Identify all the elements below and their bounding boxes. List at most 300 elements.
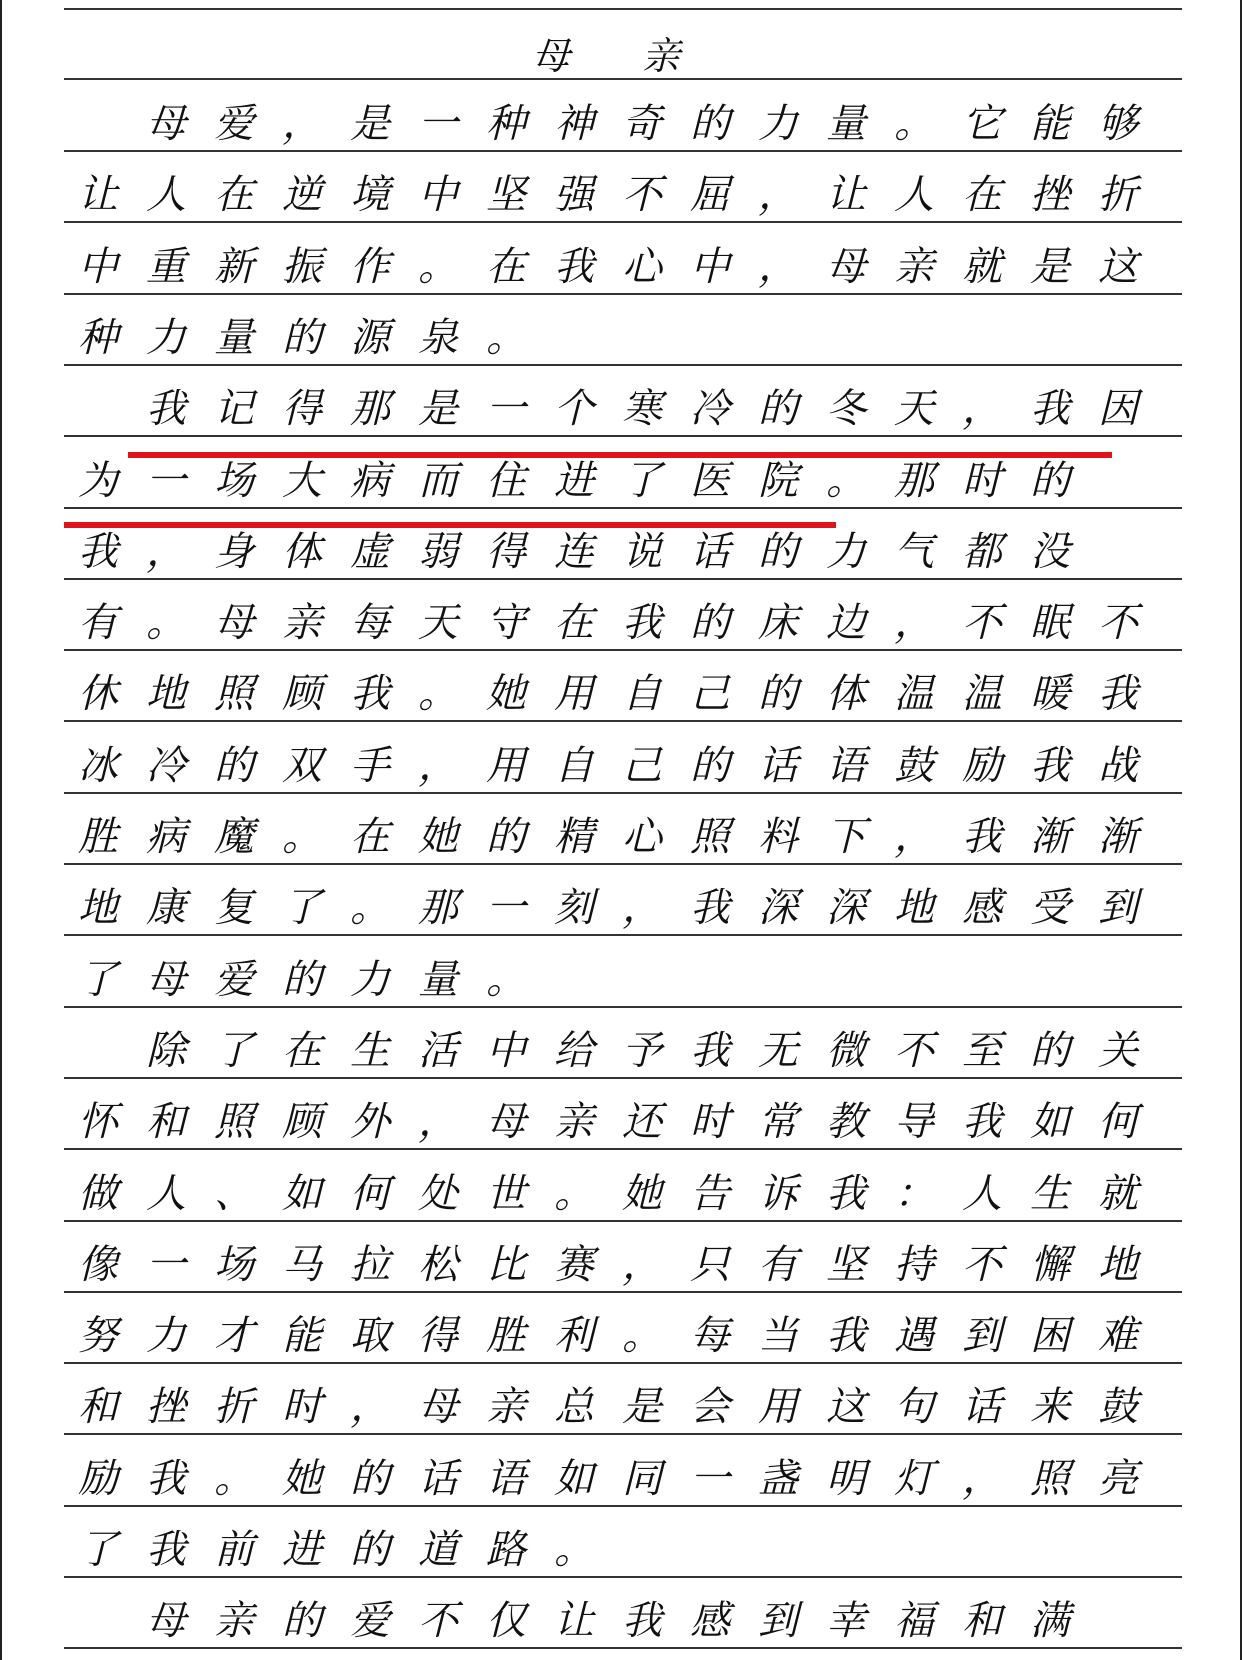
character-cell: 医 <box>690 458 730 504</box>
character-cell: 康 <box>146 885 186 931</box>
essay-line <box>64 163 1182 219</box>
character-cell: 人 <box>894 172 934 218</box>
character-cell: 守 <box>486 600 526 646</box>
character-cell: 身 <box>214 529 254 575</box>
character-cell: 让 <box>554 1598 594 1644</box>
essay-line <box>64 1019 1182 1075</box>
character-cell: 场 <box>214 1242 254 1288</box>
line-text <box>64 1384 1152 1431</box>
character-cell: 、 <box>214 1171 254 1217</box>
character-cell: 中 <box>78 244 118 290</box>
character-cell: 我 <box>690 885 730 931</box>
character-cell: 只 <box>690 1242 730 1288</box>
character-cell: 如 <box>554 1456 594 1502</box>
character-cell: 不 <box>962 1242 1002 1288</box>
character-cell: 气 <box>894 529 934 575</box>
character-cell: 我 <box>962 1099 1002 1145</box>
character-cell: 时 <box>962 458 1002 504</box>
character-cell: 的 <box>486 814 526 860</box>
character-cell: 在 <box>486 244 526 290</box>
character-cell: 。 <box>486 315 526 361</box>
character-cell: 生 <box>350 1028 390 1074</box>
character-cell: 在 <box>962 172 1002 218</box>
character-cell: ， <box>282 101 322 147</box>
character-cell: 渐 <box>1030 814 1070 860</box>
character-cell: 。 <box>826 458 866 504</box>
line-text <box>64 172 1152 219</box>
writing-rule <box>64 1647 1182 1649</box>
character-cell: 话 <box>758 743 798 789</box>
character-cell: 进 <box>282 1527 322 1573</box>
character-cell: 挫 <box>1030 172 1070 218</box>
character-cell: 而 <box>418 458 458 504</box>
character-cell: 。 <box>282 814 322 860</box>
character-cell: 心 <box>622 244 662 290</box>
character-cell: 的 <box>758 386 798 432</box>
line-text <box>64 957 540 1004</box>
highlight-underline-2 <box>64 522 836 528</box>
writing-rule <box>64 649 1182 651</box>
essay-line <box>64 92 1182 148</box>
character-cell: 一 <box>690 1456 730 1502</box>
writing-rule <box>64 1505 1182 1507</box>
character-cell: 一 <box>146 458 186 504</box>
character-cell: 励 <box>962 743 1002 789</box>
character-cell: 住 <box>486 458 526 504</box>
character-cell: ， <box>758 244 798 290</box>
character-cell: 地 <box>78 885 118 931</box>
character-cell: 照 <box>1030 1456 1070 1502</box>
character-cell: 话 <box>690 529 730 575</box>
writing-rule <box>64 1362 1182 1364</box>
character-cell: 至 <box>962 1028 1002 1074</box>
writing-rule <box>64 1006 1182 1008</box>
character-cell: 亲 <box>894 244 934 290</box>
character-cell: 。 <box>146 600 186 646</box>
character-cell: 像 <box>78 1242 118 1288</box>
character-cell: 遇 <box>894 1313 934 1359</box>
character-cell: 挫 <box>146 1384 186 1430</box>
character-cell: 和 <box>962 1598 1002 1644</box>
character-cell: 感 <box>690 1598 730 1644</box>
character-cell: 用 <box>486 743 526 789</box>
character-cell: 亲 <box>282 600 322 646</box>
character-cell: 我 <box>78 529 118 575</box>
character-cell: 如 <box>282 1171 322 1217</box>
character-cell: 母 <box>146 101 186 147</box>
character-cell: 病 <box>146 814 186 860</box>
top-rule <box>64 8 1182 10</box>
character-cell: 就 <box>1098 1171 1138 1217</box>
character-cell: 何 <box>1098 1099 1138 1145</box>
character-cell: 拉 <box>350 1242 390 1288</box>
essay-line <box>64 306 1182 362</box>
character-cell: 用 <box>758 1384 798 1430</box>
page-left-edge <box>0 0 2 1660</box>
character-cell: 人 <box>146 1171 186 1217</box>
writing-rule <box>64 720 1182 722</box>
character-cell: 是 <box>622 1384 662 1430</box>
character-cell: 能 <box>282 1313 322 1359</box>
character-cell: 赛 <box>554 1242 594 1288</box>
character-cell: 深 <box>758 885 798 931</box>
character-cell: 。 <box>486 957 526 1003</box>
character-cell: 我 <box>622 600 662 646</box>
character-cell: 。 <box>554 1171 594 1217</box>
character-cell: 语 <box>826 743 866 789</box>
character-cell: 亲 <box>554 1099 594 1145</box>
line-text <box>64 1456 1152 1503</box>
character-cell: 处 <box>418 1171 458 1217</box>
character-cell: 天 <box>418 600 458 646</box>
character-cell: 母 <box>146 957 186 1003</box>
character-cell: 了 <box>282 885 322 931</box>
character-cell: 渐 <box>1098 814 1138 860</box>
character-cell: 时 <box>282 1384 322 1430</box>
character-cell: 这 <box>826 1384 866 1430</box>
character-cell: 连 <box>554 529 594 575</box>
indent-space <box>64 1071 132 1075</box>
character-cell: 泉 <box>418 315 458 361</box>
character-cell: 。 <box>554 1527 594 1573</box>
character-cell: 中 <box>486 1028 526 1074</box>
character-cell: 的 <box>1030 1028 1070 1074</box>
character-cell: 我 <box>146 1527 186 1573</box>
character-cell: ， <box>962 1456 1002 1502</box>
character-cell: 路 <box>486 1527 526 1573</box>
essay-line <box>64 1375 1182 1431</box>
writing-rule <box>64 1148 1182 1150</box>
character-cell: 战 <box>1098 743 1138 789</box>
character-cell: 说 <box>622 529 662 575</box>
character-cell: 话 <box>418 1456 458 1502</box>
character-cell: 每 <box>350 600 390 646</box>
character-cell: 语 <box>486 1456 526 1502</box>
character-cell: 让 <box>78 172 118 218</box>
character-cell: 是 <box>418 386 458 432</box>
character-cell: 有 <box>758 1242 798 1288</box>
essay-line <box>64 805 1182 861</box>
character-cell: 了 <box>78 1527 118 1573</box>
character-cell: 的 <box>282 1598 322 1644</box>
character-cell: 盏 <box>758 1456 798 1502</box>
character-cell: 亲 <box>214 1598 254 1644</box>
character-cell: 能 <box>1030 101 1070 147</box>
character-cell: 爱 <box>350 1598 390 1644</box>
character-cell: 仅 <box>486 1598 526 1644</box>
character-cell: 坚 <box>486 172 526 218</box>
character-cell: 为 <box>78 458 118 504</box>
character-cell: 温 <box>894 671 934 717</box>
line-text <box>64 1242 1152 1289</box>
writing-rule <box>64 1077 1182 1079</box>
character-cell: 还 <box>622 1099 662 1145</box>
character-cell: 记 <box>214 386 254 432</box>
character-cell: 导 <box>894 1099 934 1145</box>
character-cell: 在 <box>554 600 594 646</box>
line-text <box>64 814 1152 861</box>
character-cell: 双 <box>282 743 322 789</box>
character-cell: 不 <box>1098 600 1138 646</box>
writing-rule <box>64 934 1182 936</box>
character-cell: 床 <box>758 600 798 646</box>
character-cell: ， <box>962 386 1002 432</box>
character-cell: 做 <box>78 1171 118 1217</box>
character-cell: ， <box>758 172 798 218</box>
line-text <box>64 1171 1152 1218</box>
character-cell: 自 <box>622 671 662 717</box>
title-rule <box>64 78 1182 80</box>
character-cell: 诉 <box>758 1171 798 1217</box>
character-cell: 我 <box>690 1028 730 1074</box>
character-cell: 我 <box>554 244 594 290</box>
character-cell: 因 <box>1098 386 1138 432</box>
character-cell: 她 <box>486 671 526 717</box>
character-cell: 了 <box>622 458 662 504</box>
character-cell: 那 <box>894 458 934 504</box>
character-cell: 己 <box>622 743 662 789</box>
character-cell: 中 <box>418 172 458 218</box>
character-cell: 量 <box>214 315 254 361</box>
character-cell: 生 <box>1030 1171 1070 1217</box>
character-cell: 心 <box>622 814 662 860</box>
character-cell: 冷 <box>690 386 730 432</box>
character-cell: 常 <box>758 1099 798 1145</box>
character-cell: 自 <box>554 743 594 789</box>
character-cell: 休 <box>78 671 118 717</box>
character-cell: 深 <box>826 885 866 931</box>
character-cell: 亮 <box>1098 1456 1138 1502</box>
character-cell: 折 <box>1098 172 1138 218</box>
character-cell: ， <box>146 529 186 575</box>
character-cell: 够 <box>1098 101 1138 147</box>
character-cell: 如 <box>1030 1099 1070 1145</box>
character-cell: 刻 <box>554 885 594 931</box>
character-cell: 才 <box>214 1313 254 1359</box>
character-cell: 亲 <box>486 1384 526 1430</box>
writing-rule <box>64 863 1182 865</box>
character-cell: 她 <box>282 1456 322 1502</box>
character-cell: 院 <box>758 458 798 504</box>
line-text <box>132 101 1152 148</box>
character-cell: 奇 <box>622 101 662 147</box>
line-text <box>64 244 1152 291</box>
character-cell: 外 <box>350 1099 390 1145</box>
character-cell: 量 <box>826 101 866 147</box>
line-text <box>64 1313 1152 1360</box>
character-cell: 不 <box>622 172 662 218</box>
character-cell: 母 <box>418 1384 458 1430</box>
character-cell: 爱 <box>214 101 254 147</box>
character-cell: 手 <box>350 743 390 789</box>
character-cell: 到 <box>962 1313 1002 1359</box>
character-cell: 受 <box>1030 885 1070 931</box>
character-cell: 关 <box>1098 1028 1138 1074</box>
character-cell: 在 <box>282 1028 322 1074</box>
character-cell: 难 <box>1098 1313 1138 1359</box>
character-cell: 那 <box>418 885 458 931</box>
character-cell: 冰 <box>78 743 118 789</box>
character-cell: 的 <box>758 671 798 717</box>
character-cell: 的 <box>350 1527 390 1573</box>
character-cell: 的 <box>282 957 322 1003</box>
character-cell: 的 <box>690 743 730 789</box>
writing-rule <box>64 578 1182 580</box>
character-cell: 暖 <box>1030 671 1070 717</box>
character-cell: 的 <box>214 743 254 789</box>
writing-rule <box>64 364 1182 366</box>
essay-line <box>64 1589 1182 1645</box>
character-cell: ， <box>350 1384 390 1430</box>
character-cell: 我 <box>1098 671 1138 717</box>
character-cell: 照 <box>214 1099 254 1145</box>
character-cell: 她 <box>418 814 458 860</box>
character-cell: 总 <box>554 1384 594 1430</box>
character-cell: 鼓 <box>894 743 934 789</box>
character-cell: ， <box>622 1242 662 1288</box>
character-cell: 母 <box>826 244 866 290</box>
character-cell: 地 <box>894 885 934 931</box>
character-cell: 我 <box>826 1313 866 1359</box>
character-cell: 精 <box>554 814 594 860</box>
character-cell: 的 <box>350 1456 390 1502</box>
character-cell: 时 <box>690 1099 730 1145</box>
character-cell: 和 <box>146 1099 186 1145</box>
character-cell: 松 <box>418 1242 458 1288</box>
character-cell: 满 <box>1030 1598 1070 1644</box>
character-cell: 重 <box>146 244 186 290</box>
character-cell: 的 <box>690 600 730 646</box>
character-cell: 源 <box>350 315 390 361</box>
character-cell: 胜 <box>78 814 118 860</box>
character-cell: ： <box>894 1171 934 1217</box>
character-cell: 得 <box>282 386 322 432</box>
character-cell: 都 <box>962 529 1002 575</box>
indent-space <box>64 144 132 148</box>
character-cell: 给 <box>554 1028 594 1074</box>
character-cell: 屈 <box>690 172 730 218</box>
character-cell: 折 <box>214 1384 254 1430</box>
essay-line <box>64 1304 1182 1360</box>
character-cell: 力 <box>350 957 390 1003</box>
writing-rule <box>64 1433 1182 1435</box>
character-cell: 母 <box>486 1099 526 1145</box>
character-cell: 没 <box>1030 529 1070 575</box>
character-cell: 己 <box>690 671 730 717</box>
writing-rule <box>64 221 1182 223</box>
character-cell: 用 <box>554 671 594 717</box>
character-cell: 振 <box>282 244 322 290</box>
line-text <box>64 315 540 362</box>
writing-rule <box>64 507 1182 509</box>
essay-line <box>64 591 1182 647</box>
indent-space <box>64 1641 132 1645</box>
character-cell: 世 <box>486 1171 526 1217</box>
character-cell: 何 <box>350 1171 390 1217</box>
character-cell: 虚 <box>350 529 390 575</box>
character-cell: 下 <box>826 814 866 860</box>
character-cell: 到 <box>1098 885 1138 931</box>
character-cell: 胜 <box>486 1313 526 1359</box>
character-cell: 不 <box>894 1028 934 1074</box>
character-cell: 。 <box>622 1313 662 1359</box>
essay-line <box>64 662 1182 718</box>
character-cell: 神 <box>554 101 594 147</box>
character-cell: 不 <box>418 1598 458 1644</box>
character-cell: 每 <box>690 1313 730 1359</box>
character-cell: 她 <box>622 1171 662 1217</box>
character-cell: 力 <box>146 1313 186 1359</box>
character-cell: 力 <box>146 315 186 361</box>
character-cell: 微 <box>826 1028 866 1074</box>
character-cell: 怀 <box>78 1099 118 1145</box>
character-cell: 取 <box>350 1313 390 1359</box>
character-cell: 得 <box>486 529 526 575</box>
writing-rule <box>64 1220 1182 1222</box>
character-cell: 是 <box>350 101 390 147</box>
character-cell: 励 <box>78 1456 118 1502</box>
character-cell: 顾 <box>282 1099 322 1145</box>
character-cell: 持 <box>894 1242 934 1288</box>
writing-rule <box>64 1576 1182 1578</box>
character-cell: 强 <box>554 172 594 218</box>
character-cell: 种 <box>486 101 526 147</box>
character-cell: 比 <box>486 1242 526 1288</box>
character-cell: 逆 <box>282 172 322 218</box>
character-cell: 予 <box>622 1028 662 1074</box>
character-cell: 眠 <box>1030 600 1070 646</box>
character-cell: 坚 <box>826 1242 866 1288</box>
character-cell: ， <box>418 1099 458 1145</box>
character-cell: 利 <box>554 1313 594 1359</box>
character-cell: 在 <box>214 172 254 218</box>
essay-line <box>64 520 1182 576</box>
character-cell: 它 <box>962 101 1002 147</box>
character-cell: 境 <box>350 172 390 218</box>
character-cell: 努 <box>78 1313 118 1359</box>
line-text <box>132 1598 1084 1645</box>
line-text <box>64 1099 1152 1146</box>
character-cell: 除 <box>146 1028 186 1074</box>
character-cell: 前 <box>214 1527 254 1573</box>
character-cell: 是 <box>1030 244 1070 290</box>
character-cell: 大 <box>282 458 322 504</box>
character-cell: 场 <box>214 458 254 504</box>
essay-line <box>64 377 1182 433</box>
character-cell: ， <box>894 814 934 860</box>
writing-rule <box>64 792 1182 794</box>
character-cell: 量 <box>418 957 458 1003</box>
writing-rule <box>64 293 1182 295</box>
character-cell: 我 <box>1030 743 1070 789</box>
character-cell: 母 <box>214 600 254 646</box>
line-text <box>132 386 1152 433</box>
character-cell: 我 <box>962 814 1002 860</box>
character-cell: 。 <box>418 671 458 717</box>
character-cell: 照 <box>690 814 730 860</box>
character-cell: 一 <box>418 101 458 147</box>
character-cell: 我 <box>350 671 390 717</box>
writing-rule <box>64 435 1182 437</box>
character-cell: 的 <box>1030 458 1070 504</box>
line-text <box>64 600 1152 647</box>
character-cell: 让 <box>826 172 866 218</box>
character-cell: ， <box>894 600 934 646</box>
character-cell: ， <box>622 885 662 931</box>
character-cell: 爱 <box>214 957 254 1003</box>
character-cell: 个 <box>554 386 594 432</box>
character-cell: 。 <box>350 885 390 931</box>
